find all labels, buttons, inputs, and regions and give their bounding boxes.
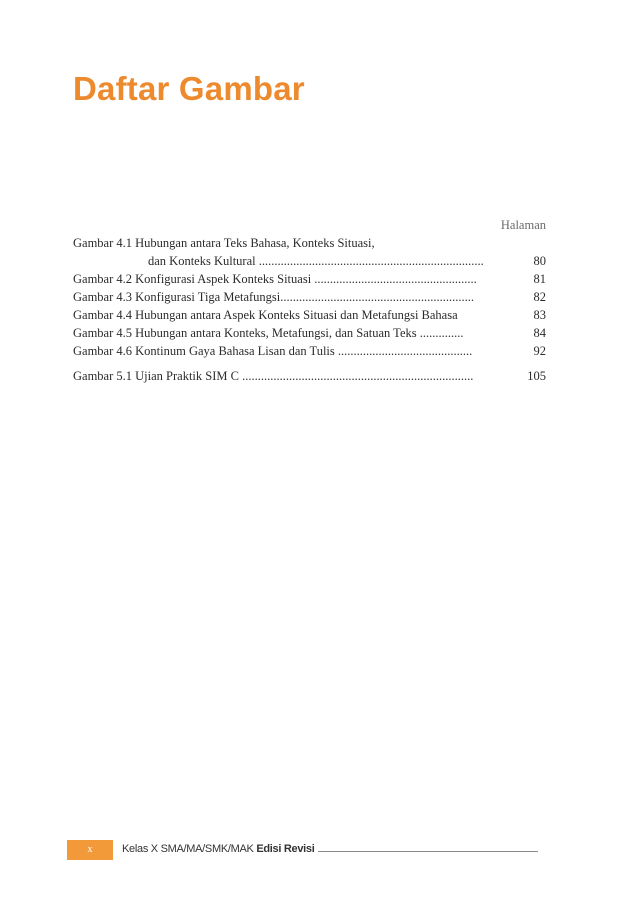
dot-leader: ........................................... bbox=[337, 344, 473, 358]
entry-label: Gambar 4.3 Konfigurasi Tiga Metafungsi.............................................................. bbox=[73, 290, 475, 304]
entry-label: Gambar 4.6 Kontinum Gaya Bahasa Lisan dan Tulis ........................................... bbox=[73, 344, 473, 358]
entry-page: 84 bbox=[533, 326, 546, 340]
entry-label: Gambar 4.1 Hubungan antara Teks Bahasa, Konteks Situasi, bbox=[73, 236, 375, 250]
entry-page: 105 bbox=[527, 369, 546, 383]
entry-label: dan Konteks Kultural ........................................................................ bbox=[148, 254, 484, 268]
entry-page: 82 bbox=[533, 290, 546, 304]
footer-edition: Edisi Revisi bbox=[256, 843, 315, 855]
list-item[interactable] bbox=[73, 252, 546, 270]
page-number: x bbox=[67, 840, 113, 860]
page-title: Daftar Gambar bbox=[73, 70, 305, 107]
entry-page: 81 bbox=[533, 272, 546, 286]
entry-label: Gambar 4.2 Konfigurasi Aspek Konteks Situasi .................................................... bbox=[73, 272, 477, 286]
entry-page: 80 bbox=[533, 254, 546, 268]
list-item[interactable] bbox=[73, 234, 546, 252]
footer-book-title: Kelas X SMA/MA/SMK/MAK Edisi Revisi bbox=[122, 843, 315, 855]
list-item[interactable] bbox=[73, 324, 546, 342]
dot-leader: .............. bbox=[419, 326, 464, 340]
list-item[interactable] bbox=[73, 367, 546, 385]
dot-leader: .............................................................. bbox=[280, 290, 475, 304]
list-item[interactable] bbox=[73, 288, 546, 306]
list-item[interactable] bbox=[73, 342, 546, 360]
list-item[interactable] bbox=[73, 270, 546, 288]
dot-leader: ........................................................................ bbox=[258, 254, 484, 268]
entry-page: 92 bbox=[533, 344, 546, 358]
footer-divider bbox=[318, 851, 538, 852]
entry-page: 83 bbox=[533, 308, 546, 322]
list-item[interactable] bbox=[73, 306, 546, 324]
dot-leader: .................................................... bbox=[314, 272, 477, 286]
entry-label: Gambar 4.4 Hubungan antara Aspek Konteks Situasi dan Metafungsi Bahasa bbox=[73, 308, 458, 322]
dot-leader: .......................................................................... bbox=[242, 369, 474, 383]
entry-label: Gambar 5.1 Ujian Praktik SIM C .......................................................................... bbox=[73, 369, 474, 383]
figure-list bbox=[73, 234, 546, 385]
entry-label: Gambar 4.5 Hubungan antara Konteks, Metafungsi, dan Satuan Teks .............. bbox=[73, 326, 464, 340]
page-column-header: Halaman bbox=[500, 218, 546, 232]
